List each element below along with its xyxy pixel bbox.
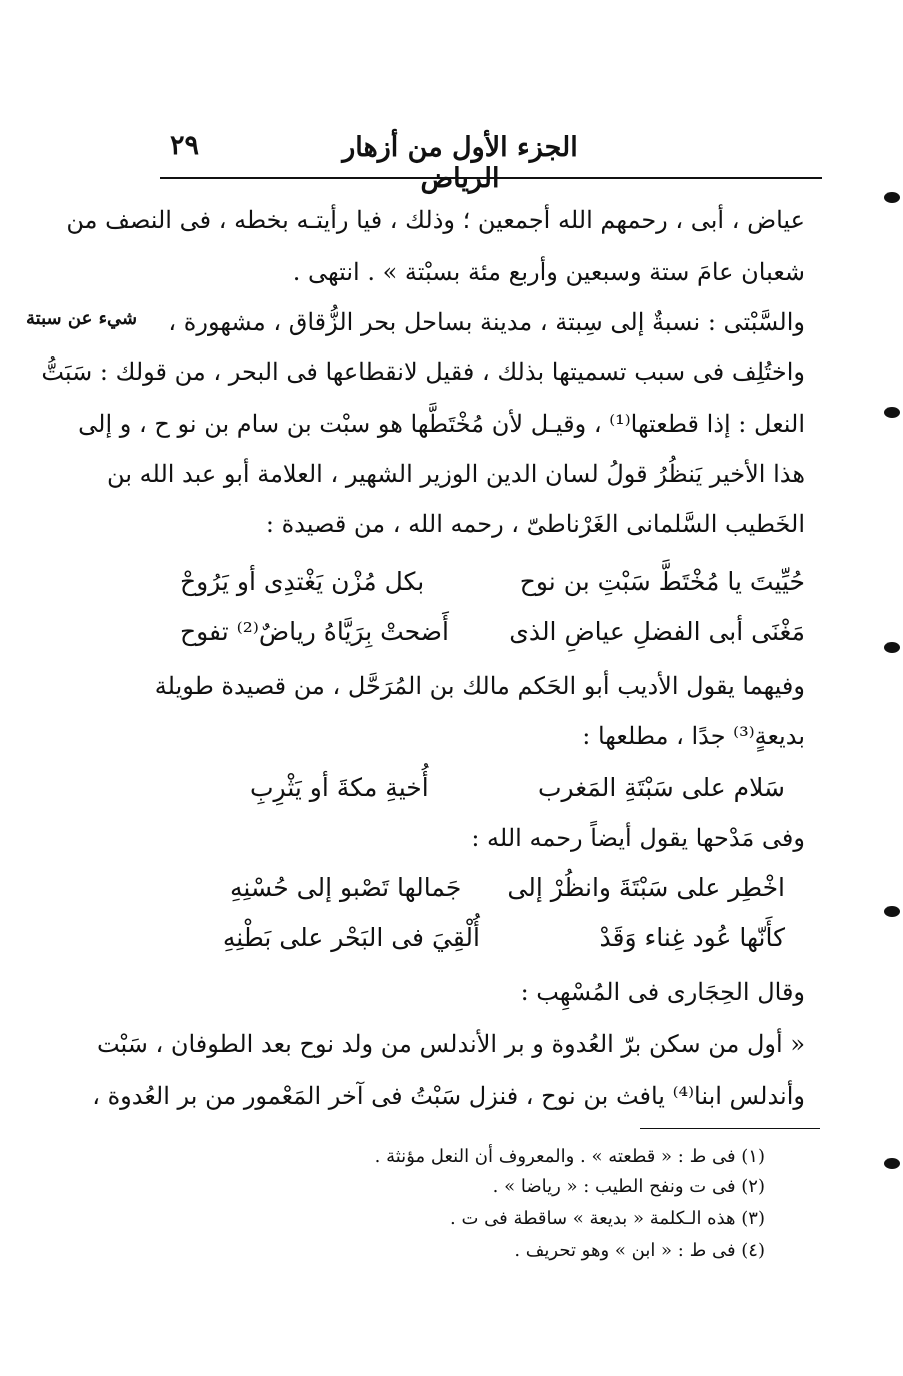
text-line: بديعةٍ⁽³⁾ جدًا ، مطلعها : — [582, 722, 805, 750]
text-line: « أول من سكن برّ العُدوة و بر الأندلس من ولد نوح بعد الطوفان ، سَبْت — [96, 1030, 805, 1058]
header-rule — [160, 177, 822, 179]
binding-hole-mark — [884, 642, 900, 653]
text-line: وقال الحِجَارى فى المُسْهِب : — [520, 978, 805, 1006]
verse-hemistich: كأَنّها عُود غِناء وَقَدْ — [599, 923, 785, 952]
text-line: شعبان عامَ ستة وسبعين وأربع مئة بسبْتة » . انتهى . — [292, 258, 805, 286]
text-line: والسَّبْتى : نسبةٌ إلى سِبتة ، مدينة بساحل بحر الزُّقاق ، مشهورة ، — [168, 308, 805, 336]
footnote: (٢) فى ت ونفح الطيب : « رياضا » . — [492, 1176, 765, 1197]
verse-hemistich: جَمالها تَصْبو إلى حُسْنِهِ — [230, 873, 462, 902]
footnote: (١) فى ط : « قطعته » . والمعروف أن النعل مؤنثة . — [374, 1146, 765, 1167]
text-line: عياض ، أبى ، رحمهم الله أجمعين ؛ وذلك ، فيا رأيتـه بخطه ، فى النصف من — [66, 206, 805, 234]
text-line: واختُلِف فى سبب تسميتها بذلك ، فقيل لانقطاعها فى البحر ، من قولك : سَبَتُّ — [41, 358, 805, 386]
text-line: النعل : إذا قطعتها⁽¹⁾ ، وقيـل لأن مُخْتَطَّها هو سبْت بن سام بن نو ح ، و إلى — [78, 410, 805, 438]
text-line: وفيهما يقول الأديب أبو الحَكم مالك بن المُرَحَّل ، من قصيدة طويلة — [154, 672, 805, 700]
verse-hemistich: أَضحتْ بِرَيَّاهُ رياضٌ⁽²⁾ تفوح — [180, 617, 449, 646]
text-line: وفى مَدْحها يقول أيضاً رحمه الله : — [471, 824, 805, 852]
binding-hole-mark — [884, 407, 900, 418]
verse-hemistich: بكل مُزْن يَغْتدِى أو يَرُوحْ — [180, 567, 425, 596]
binding-hole-mark — [884, 192, 900, 203]
text-line: وأندلس ابنا⁽⁴⁾ يافث بن نوح ، فنزل سَبْتُ فى آخر المَعْمور من بر العُدوة ، — [92, 1082, 805, 1110]
text-line: الخَطيب السَّلمانى الغَرْناطىّ ، رحمه الله ، من قصيدة : — [265, 510, 805, 538]
running-title: الجزء الأول من أزهار الرياض — [342, 132, 578, 194]
page-number: ٢٩ — [170, 130, 200, 161]
binding-hole-mark — [884, 1158, 900, 1169]
verse-hemistich: اخْطِر على سَبْتَةَ وانظُرْ إلى — [507, 873, 785, 902]
binding-hole-mark — [884, 906, 900, 917]
footnote: (٤) فى ط : « ابن » وهو تحريف . — [514, 1240, 765, 1261]
verse-hemistich: حُيِّيتَ يا مُخْتَطَّ سَبْتِ بن نوح — [519, 567, 805, 596]
text-line: هذا الأخير يَنظُرُ قولُ لسان الدين الوزير الشهير ، العلامة أبو عبد الله بن — [107, 460, 805, 488]
margin-note: شيء عن سبتة — [26, 308, 138, 329]
footnote: (٣) هذه الـكلمة « بديعة » ساقطة فى ت . — [450, 1208, 765, 1229]
verse-hemistich: سَلام على سَبْتَةِ المَغرب — [537, 773, 785, 802]
verse-hemistich: أُخيةِ مكةَ أو يَثْرِبِ — [250, 773, 429, 802]
verse-hemistich: أُلْقِيَ فى البَحْر على بَطْنِهِ — [222, 923, 480, 952]
footnote-rule — [640, 1128, 820, 1129]
verse-hemistich: مَغْنَى أبى الفضلِ عياضِ الذى — [509, 617, 805, 646]
